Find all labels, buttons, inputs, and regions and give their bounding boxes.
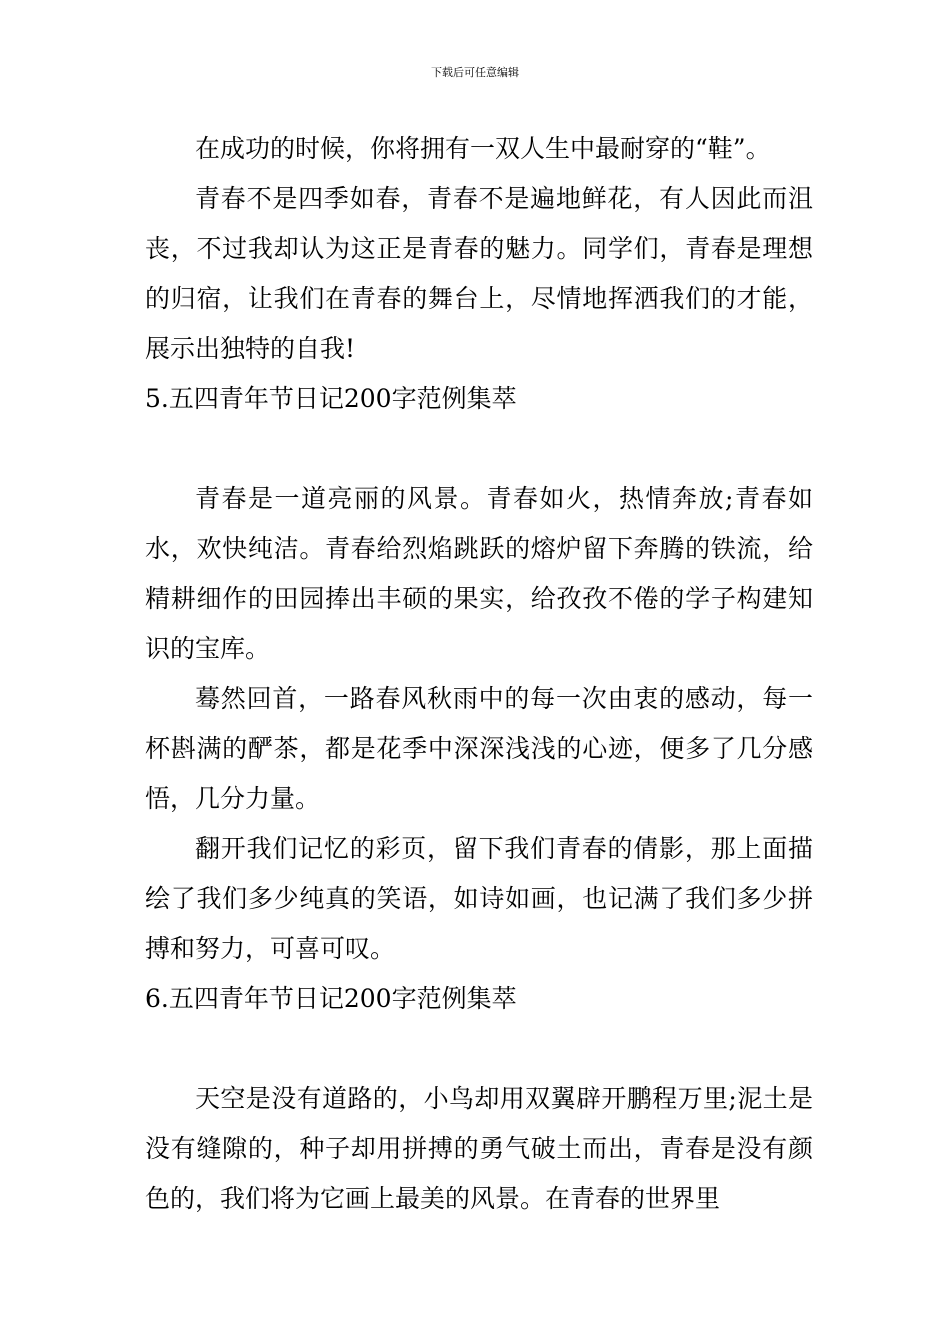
paragraph-1: 在成功的时候，你将拥有一双人生中最耐穿的“鞋”。: [195, 134, 771, 163]
spacer: [145, 1024, 813, 1074]
spacer: [145, 424, 813, 474]
paragraph-4: 蓦然回首，一路春风秋雨中的每一次由衷的感动，每一杯斟满的酽茶，都是花季中深深浅浅的心迹，便多了几分感悟，几分力量。: [145, 684, 813, 813]
paragraph-2: 青春不是四季如春，青春不是遍地鲜花，有人因此而沮丧，不过我却认为这正是青春的魅力。同学们，青春是理想的归宿，让我们在青春的舞台上，尽情地挥洒我们的才能，展示出独特的自我!: [145, 184, 813, 363]
document-body: [145, 124, 813, 1224]
page-header: 下载后可任意编辑: [431, 66, 519, 79]
paragraph-5: 翻开我们记忆的彩页，留下我们青春的倩影，那上面描绘了我们多少纯真的笑语，如诗如画，也记满了我们多少拼搏和努力，可喜可叹。: [145, 834, 813, 963]
paragraph-3: 青春是一道亮丽的风景。青春如火，热情奔放;青春如水，欢快纯洁。青春给烈焰跳跃的熔炉留下奔腾的铁流，给精耕细作的田园捧出丰硕的果实，给孜孜不倦的学子构建知识的宝库。: [145, 484, 813, 663]
section-heading-6: 6.五四青年节日记200字范例集萃: [145, 984, 517, 1013]
paragraph-6: 天空是没有道路的，小鸟却用双翼辟开鹏程万里;泥土是没有缝隙的，种子却用拼搏的勇气破土而出，青春是没有颜色的，我们将为它画上最美的风景。在青春的世界里: [145, 1084, 813, 1213]
section-heading-5: 5.五四青年节日记200字范例集萃: [145, 384, 517, 413]
